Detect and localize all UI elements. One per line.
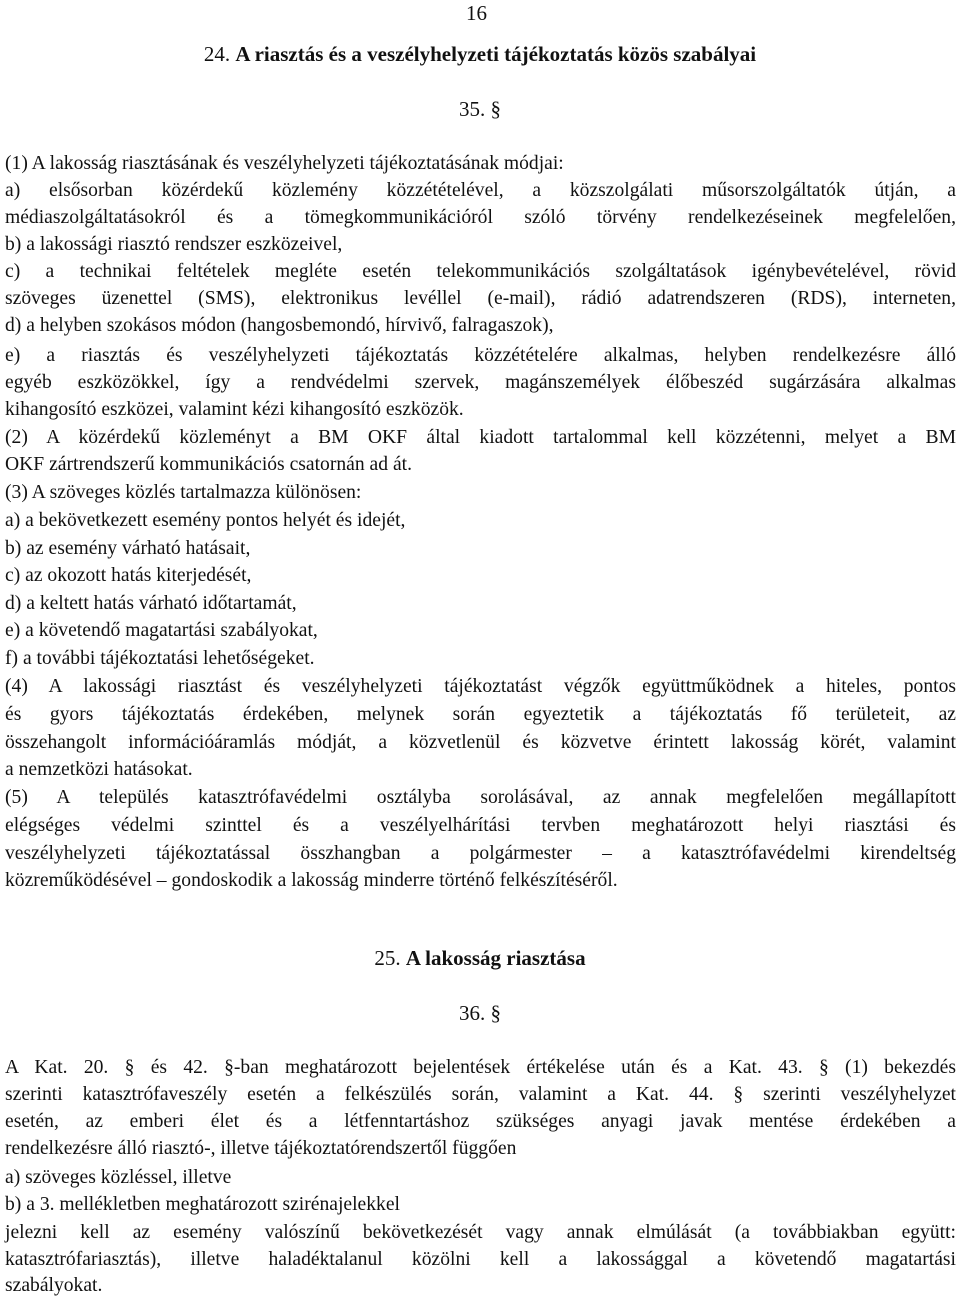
text-line: A Kat. 20. § és 42. §-ban meghatározott bejelentések értékelése után és a Kat. 43. § (1) bekezdés	[5, 1057, 956, 1078]
text-line: és gyors tájékoztatás érdekében, melynek során egyeztetik a tájékoztatás fő területeit, az	[5, 704, 956, 725]
text-line: szerinti katasztrófaveszély esetén a felkészülés során, valamint a Kat. 44. § szerinti veszélyhelyzet	[5, 1084, 956, 1105]
text-line: a nemzetközi hatásokat.	[5, 759, 193, 780]
text-line: e) a követendő magatartási szabályokat,	[5, 620, 318, 641]
text-line: esetén, az emberi élet és a létfenntartáshoz szükséges anyagi javak mentése érdekében a	[5, 1111, 956, 1132]
text-line: (1) A lakosság riasztásának és veszélyhelyzeti tájékoztatásának módjai:	[5, 153, 564, 174]
text-line: OKF zártrendszerű kommunikációs csatornán ad át.	[5, 454, 412, 475]
section-25-number: 25.	[374, 946, 401, 970]
text-line: d) a keltett hatás várható időtartamát,	[5, 593, 297, 614]
section-25-heading	[0, 944, 960, 972]
text-line: (3) A szöveges közlés tartalmazza különösen:	[5, 482, 362, 503]
text-line: b) az esemény várható hatásait,	[5, 538, 251, 559]
text-line: közreműködésével – gondoskodik a lakosság minderre történő felkészítéséről.	[5, 870, 618, 891]
paragraph-36-heading: 36. §	[459, 1001, 501, 1025]
text-line: c) az okozott hatás kiterjedését,	[5, 565, 252, 586]
section-25-title: A lakosság riasztása	[405, 946, 586, 970]
text-line: (4) A lakossági riasztást és veszélyhelyzeti tájékoztatást végzők együttműködnek a hiteles, pontos	[5, 676, 956, 697]
text-line: szabályokat.	[5, 1275, 103, 1296]
section-24-number: 24.	[203, 42, 231, 66]
text-line: a) elsősorban közérdekű közlemény közzétételével, a közszolgálati műsorszolgáltatók útján, a	[5, 180, 956, 201]
text-line: f) a további tájékoztatási lehetőségeket.	[5, 648, 315, 669]
text-line: a) a bekövetkezett esemény pontos helyét és idejét,	[5, 510, 406, 531]
section-24-title: A riasztás és a veszélyhelyzeti tájékoztatás közös szabályai	[235, 42, 757, 66]
text-line: d) a helyben szokásos módon (hangosbemondó, hírvivő, falragaszok),	[5, 315, 554, 336]
text-line: b) a 3. mellékletben meghatározott szirénajelekkel	[5, 1194, 400, 1215]
text-line: összehangolt információáramlás módját, a közvetlenül és közvetve érintett lakosság körét, valamint	[5, 732, 956, 753]
paragraph-35-heading: 35. §	[459, 97, 501, 121]
page-number: 16	[466, 1, 487, 25]
text-line: a) szöveges közléssel, illetve	[5, 1167, 232, 1188]
text-line: veszélyhelyzeti tájékoztatással összhangban a polgármester – a katasztrófavédelmi kirendeltség	[5, 843, 956, 864]
text-line: rendelkezésre álló riasztó-, illetve tájékoztatórendszertől függően	[5, 1138, 517, 1159]
text-line: jelezni kell az esemény valószínű bekövetkezését vagy annak elmúlását (a továbbiakban együtt:	[5, 1222, 956, 1243]
text-line: kihangosító eszközei, valamint kézi kihangosító eszközök.	[5, 399, 464, 420]
section-24-heading	[0, 40, 960, 68]
text-line: (2) A közérdekű közleményt a BM OKF által kiadott tartalommal kell közzétenni, melyet a BM	[5, 427, 956, 448]
text-line: (5) A település katasztrófavédelmi osztályba sorolásával, az annak megfelelően megállapított	[5, 787, 956, 808]
text-line: egyéb eszközökkel, így a rendvédelmi szervek, magánszemélyek élőbeszéd sugárzására alkalmas	[5, 372, 956, 393]
text-line: katasztrófariasztás), illetve haladéktalanul közölni kell a lakossággal a követendő magatartási	[5, 1249, 956, 1270]
text-line: szöveges üzenettel (SMS), elektronikus levéllel (e-mail), rádió adatrendszeren (RDS), interneten,	[5, 288, 956, 309]
text-line: c) a technikai feltételek megléte esetén telekommunikációs szolgáltatások igénybevételével, rövid	[5, 261, 956, 282]
text-line: médiaszolgáltatásokról és a tömegkommunikációról szóló törvény rendelkezéseinek megfelelően,	[5, 207, 956, 228]
text-line: e) a riasztás és veszélyhelyzeti tájékoztatás közzétételére alkalmas, helyben rendelkezésre álló	[5, 345, 956, 366]
text-line: b) a lakossági riasztó rendszer eszközeivel,	[5, 234, 343, 255]
text-line: elégséges védelmi szinttel és a veszélyelhárítási tervben meghatározott helyi riasztási és	[5, 815, 956, 836]
